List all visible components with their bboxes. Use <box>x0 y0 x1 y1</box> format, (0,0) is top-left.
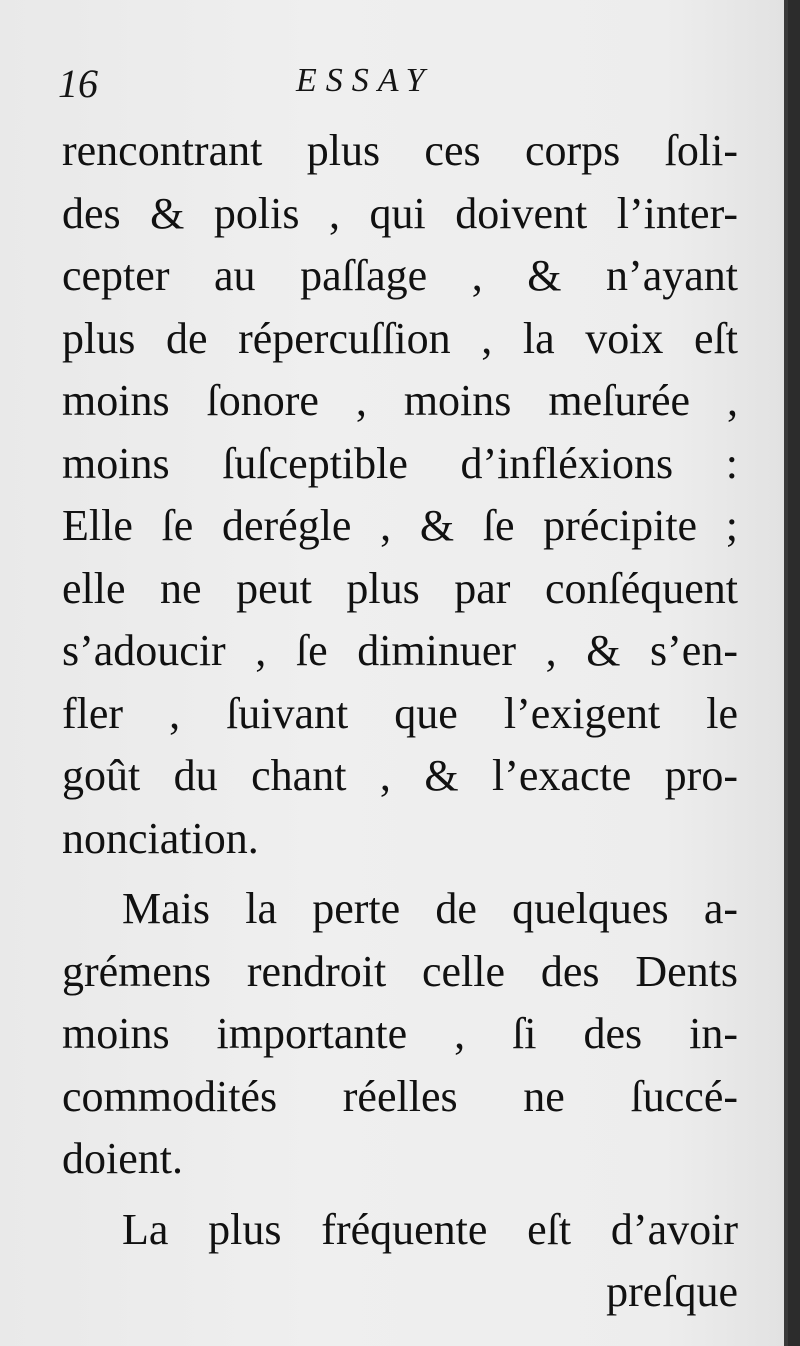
body-text <box>62 120 738 1324</box>
text-line: s’adoucir , ſe diminuer , & s’en- <box>62 626 738 675</box>
text-line: grémens rendroit celle des Dents <box>62 946 738 996</box>
catchword: preſque <box>606 1267 738 1316</box>
text-line: moins ſuſceptible d’infléxions : <box>62 438 738 488</box>
page-header <box>58 60 748 120</box>
text-line: Elle ſe derégle , & ſe précipite ; <box>62 501 738 550</box>
text-line: La plus fréquente eſt d’avoir <box>122 1204 738 1254</box>
text-line: des & polis , qui doivent l’inter- <box>62 188 738 238</box>
text-line: nonciation. <box>62 813 259 863</box>
page-edge <box>788 0 800 1346</box>
text-line: cepter au paſſage , & n’ayant <box>62 251 738 300</box>
text-line: commodités réelles ne ſuccé- <box>62 1071 738 1121</box>
text-line: moins importante , ſi des in- <box>62 1009 738 1058</box>
text-line: doient. <box>62 1134 183 1183</box>
page-number: 16 <box>58 61 98 106</box>
text-line: plus de répercuſſion , la voix eſt <box>62 313 738 363</box>
text-line: rencontrant plus ces corps ſoli- <box>62 126 738 175</box>
text-line: elle ne peut plus par conſéquent <box>62 563 738 613</box>
text-line: Mais la perte de quelques a- <box>122 884 738 933</box>
text-line: moins ſonore , moins meſurée , <box>62 376 738 425</box>
text-line: goût du chant , & l’exacte pro- <box>62 751 738 800</box>
text-line: fler , ſuivant que l’exigent le <box>62 688 738 738</box>
running-head: ESSAY <box>296 62 434 99</box>
